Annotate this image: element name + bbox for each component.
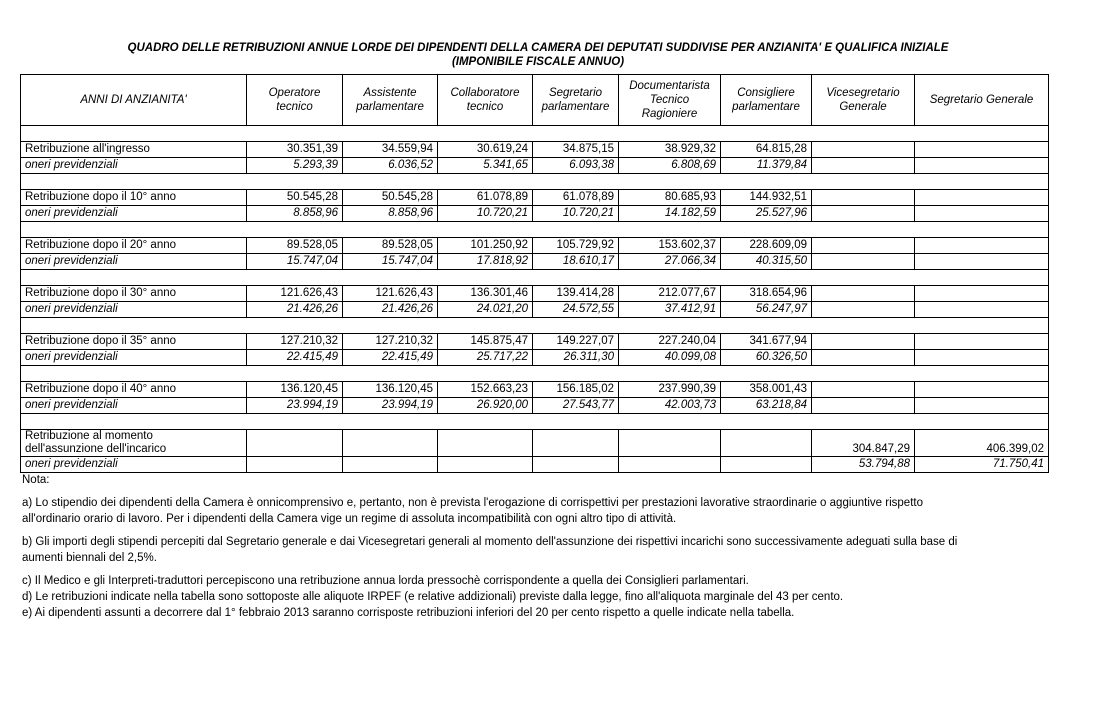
oneri-cell: 26.311,30 bbox=[533, 350, 619, 366]
notes-section bbox=[22, 472, 1062, 621]
salary-cell: 121.626,43 bbox=[247, 286, 343, 302]
table-row-retribuzione bbox=[21, 238, 1049, 254]
oneri-cell: 17.818,92 bbox=[438, 254, 533, 270]
oneri-cell: 6.093,38 bbox=[533, 158, 619, 174]
salary-cell: 64.815,28 bbox=[721, 142, 812, 158]
header-documentarista: Documentarista Tecnico Ragioniere bbox=[619, 75, 721, 126]
oneri-cell: 60.326,50 bbox=[721, 350, 812, 366]
salary-cell: 127.210,32 bbox=[343, 334, 438, 350]
header-vicesegretario-generale: Vicesegretario Generale bbox=[812, 75, 915, 126]
oneri-cell: 14.182,59 bbox=[619, 206, 721, 222]
table-row-retribuzione bbox=[21, 142, 1049, 158]
empty-cell bbox=[915, 206, 1049, 222]
empty-cell bbox=[812, 206, 915, 222]
header-operatore-tecnico: Operatore tecnico bbox=[247, 75, 343, 126]
oneri-cell: 26.920,00 bbox=[438, 398, 533, 414]
table-row-oneri bbox=[21, 350, 1049, 366]
salary-cell: 156.185,02 bbox=[533, 382, 619, 398]
empty-cell bbox=[812, 254, 915, 270]
row-label: oneri previdenziali bbox=[21, 206, 247, 222]
spacer-cell bbox=[21, 366, 1049, 382]
empty-cell bbox=[247, 430, 343, 457]
spacer-cell bbox=[21, 414, 1049, 430]
salary-cell: 50.545,28 bbox=[343, 190, 438, 206]
segr-oneri-cell: 71.750,41 bbox=[915, 457, 1049, 473]
oneri-cell: 37.412,91 bbox=[619, 302, 721, 318]
salary-cell: 318.654,96 bbox=[721, 286, 812, 302]
spacer-row bbox=[21, 270, 1049, 286]
empty-cell bbox=[915, 382, 1049, 398]
note-b-line-1: b) Gli importi degli stipendi percepiti dal Segretario generale e dai Vicesegretari generali al momento dell'assunzione dei rispettivi incarichi sono successivamente adeguati sulla base di bbox=[22, 536, 958, 548]
empty-cell bbox=[619, 430, 721, 457]
oneri-cell: 40.099,08 bbox=[619, 350, 721, 366]
oneri-cell: 10.720,21 bbox=[438, 206, 533, 222]
salary-cell: 212.077,67 bbox=[619, 286, 721, 302]
table-row-oneri bbox=[21, 206, 1049, 222]
row-label: Retribuzione all'ingresso bbox=[21, 142, 247, 158]
salary-cell: 38.929,32 bbox=[619, 142, 721, 158]
salary-cell: 149.227,07 bbox=[533, 334, 619, 350]
empty-cell bbox=[619, 457, 721, 473]
row-label: oneri previdenziali bbox=[21, 302, 247, 318]
salary-cell: 34.875,15 bbox=[533, 142, 619, 158]
salary-cell: 61.078,89 bbox=[533, 190, 619, 206]
empty-cell bbox=[915, 142, 1049, 158]
empty-cell bbox=[915, 238, 1049, 254]
document-title bbox=[20, 41, 1056, 69]
oneri-cell: 56.247,97 bbox=[721, 302, 812, 318]
empty-cell bbox=[812, 382, 915, 398]
salary-cell: 341.677,94 bbox=[721, 334, 812, 350]
vice-oneri-cell: 53.794,88 bbox=[812, 457, 915, 473]
table-row-oneri bbox=[21, 398, 1049, 414]
salary-cell: 89.528,05 bbox=[343, 238, 438, 254]
table-row-retribuzione bbox=[21, 382, 1049, 398]
empty-cell bbox=[915, 286, 1049, 302]
table-row-oneri bbox=[21, 302, 1049, 318]
oneri-cell: 24.572,55 bbox=[533, 302, 619, 318]
salary-cell: 127.210,32 bbox=[247, 334, 343, 350]
spacer-row bbox=[21, 318, 1049, 334]
table-row-momento-oneri bbox=[21, 457, 1049, 473]
oneri-cell: 22.415,49 bbox=[247, 350, 343, 366]
empty-cell bbox=[533, 430, 619, 457]
row-label: oneri previdenziali bbox=[21, 158, 247, 174]
spacer-cell bbox=[21, 174, 1049, 190]
row-label: Retribuzione dopo il 40° anno bbox=[21, 382, 247, 398]
oneri-cell: 10.720,21 bbox=[533, 206, 619, 222]
oneri-cell: 8.858,96 bbox=[247, 206, 343, 222]
salary-cell: 136.301,46 bbox=[438, 286, 533, 302]
empty-cell bbox=[812, 398, 915, 414]
oneri-cell: 6.036,52 bbox=[343, 158, 438, 174]
note-e: e) Ai dipendenti assunti a decorrere dal 1° febbraio 2013 saranno corrisposte retribuzioni inferiori del 20 per cento rispetto a quelle indicate nella tabella. bbox=[22, 607, 795, 619]
salary-cell: 34.559,94 bbox=[343, 142, 438, 158]
empty-cell bbox=[812, 190, 915, 206]
salary-cell: 89.528,05 bbox=[247, 238, 343, 254]
oneri-cell: 21.426,26 bbox=[247, 302, 343, 318]
header-consigliere-parlamentare: Consigliere parlamentare bbox=[721, 75, 812, 126]
momento-label-line-2: dell'assunzione dell'incarico bbox=[25, 443, 167, 455]
empty-cell bbox=[438, 457, 533, 473]
title-line-1: QUADRO DELLE RETRIBUZIONI ANNUE LORDE DEI DIPENDENTI DELLA CAMERA DEI DEPUTATI SUDDIVISE PER ANZIANITA' E QUALIFICA INIZIALE bbox=[127, 42, 949, 54]
empty-cell bbox=[915, 158, 1049, 174]
spacer-cell bbox=[21, 126, 1049, 142]
vice-salary-cell: 304.847,29 bbox=[812, 430, 915, 457]
oneri-cell: 42.003,73 bbox=[619, 398, 721, 414]
oneri-cell: 27.543,77 bbox=[533, 398, 619, 414]
empty-cell bbox=[533, 457, 619, 473]
title-line-2: (IMPONIBILE FISCALE ANNUO) bbox=[451, 56, 625, 68]
empty-cell bbox=[915, 190, 1049, 206]
header-segretario-parlamentare: Segretario parlamentare bbox=[533, 75, 619, 126]
empty-cell bbox=[438, 430, 533, 457]
oneri-cell: 27.066,34 bbox=[619, 254, 721, 270]
salary-cell: 228.609,09 bbox=[721, 238, 812, 254]
row-label: Retribuzione dopo il 10° anno bbox=[21, 190, 247, 206]
salary-cell: 145.875,47 bbox=[438, 334, 533, 350]
row-label: Retribuzione dopo il 35° anno bbox=[21, 334, 247, 350]
salary-cell: 136.120,45 bbox=[343, 382, 438, 398]
empty-cell bbox=[247, 457, 343, 473]
empty-cell bbox=[343, 430, 438, 457]
empty-cell bbox=[812, 302, 915, 318]
salary-cell: 30.351,39 bbox=[247, 142, 343, 158]
empty-cell bbox=[915, 254, 1049, 270]
empty-cell bbox=[721, 457, 812, 473]
salary-cell: 227.240,04 bbox=[619, 334, 721, 350]
empty-cell bbox=[915, 302, 1049, 318]
oneri-cell: 22.415,49 bbox=[343, 350, 438, 366]
salary-cell: 139.414,28 bbox=[533, 286, 619, 302]
row-label: Retribuzione dopo il 30° anno bbox=[21, 286, 247, 302]
oneri-cell: 23.994,19 bbox=[247, 398, 343, 414]
salary-cell: 61.078,89 bbox=[438, 190, 533, 206]
empty-cell bbox=[721, 430, 812, 457]
row-label-momento bbox=[21, 430, 247, 457]
oneri-cell: 18.610,17 bbox=[533, 254, 619, 270]
row-label: oneri previdenziali bbox=[21, 254, 247, 270]
momento-label-line-1: Retribuzione al momento bbox=[25, 430, 153, 442]
empty-cell bbox=[915, 398, 1049, 414]
oneri-cell: 24.021,20 bbox=[438, 302, 533, 318]
oneri-cell: 25.527,96 bbox=[721, 206, 812, 222]
row-label: Retribuzione dopo il 20° anno bbox=[21, 238, 247, 254]
table-row-retribuzione bbox=[21, 286, 1049, 302]
salary-table bbox=[20, 74, 1049, 473]
spacer-row bbox=[21, 126, 1049, 142]
empty-cell bbox=[812, 142, 915, 158]
oneri-cell: 63.218,84 bbox=[721, 398, 812, 414]
spacer-row bbox=[21, 366, 1049, 382]
empty-cell bbox=[343, 457, 438, 473]
row-label: oneri previdenziali bbox=[21, 457, 247, 473]
segr-salary-cell: 406.399,02 bbox=[915, 430, 1049, 457]
note-b-line-2: aumenti biennali del 2,5%. bbox=[22, 552, 157, 564]
salary-cell: 136.120,45 bbox=[247, 382, 343, 398]
table-row-oneri bbox=[21, 158, 1049, 174]
notes-heading: Nota: bbox=[22, 474, 50, 486]
oneri-cell: 25.717,22 bbox=[438, 350, 533, 366]
header-segretario-generale: Segretario Generale bbox=[915, 75, 1049, 126]
oneri-cell: 21.426,26 bbox=[343, 302, 438, 318]
oneri-cell: 23.994,19 bbox=[343, 398, 438, 414]
empty-cell bbox=[915, 350, 1049, 366]
header-anni: ANNI DI ANZIANITA' bbox=[21, 75, 247, 126]
oneri-cell: 6.808,69 bbox=[619, 158, 721, 174]
note-a-line-1: a) Lo stipendio dei dipendenti della Camera è onnicomprensivo e, pertanto, non è prevista l'erogazione di corrispettivi per prestazioni lavorative straordinarie o aggiuntive rispetto bbox=[22, 497, 923, 509]
spacer-row bbox=[21, 414, 1049, 430]
oneri-cell: 15.747,04 bbox=[343, 254, 438, 270]
oneri-cell: 5.341,65 bbox=[438, 158, 533, 174]
header-collaboratore-tecnico: Collaboratore tecnico bbox=[438, 75, 533, 126]
spacer-cell bbox=[21, 270, 1049, 286]
table-row-retribuzione bbox=[21, 334, 1049, 350]
salary-cell: 30.619,24 bbox=[438, 142, 533, 158]
salary-cell: 153.602,37 bbox=[619, 238, 721, 254]
empty-cell bbox=[812, 158, 915, 174]
header-assistente-parlamentare: Assistente parlamentare bbox=[343, 75, 438, 126]
spacer-row bbox=[21, 174, 1049, 190]
note-c: c) Il Medico e gli Interpreti-traduttori percepiscono una retribuzione annua lorda pressochè corrispondente a quella dei Consiglieri parlamentari. bbox=[22, 575, 749, 587]
note-d: d) Le retribuzioni indicate nella tabella sono sottoposte alle aliquote IRPEF (e relative addizionali) previste dalla legge, fino all'aliquota marginale del 43 per cento. bbox=[22, 591, 844, 603]
table-row-retribuzione bbox=[21, 190, 1049, 206]
empty-cell bbox=[812, 350, 915, 366]
empty-cell bbox=[812, 334, 915, 350]
salary-cell: 101.250,92 bbox=[438, 238, 533, 254]
spacer-cell bbox=[21, 222, 1049, 238]
table-row-momento bbox=[21, 430, 1049, 457]
empty-cell bbox=[915, 334, 1049, 350]
oneri-cell: 15.747,04 bbox=[247, 254, 343, 270]
oneri-cell: 40.315,50 bbox=[721, 254, 812, 270]
spacer-cell bbox=[21, 318, 1049, 334]
salary-cell: 152.663,23 bbox=[438, 382, 533, 398]
salary-cell: 105.729,92 bbox=[533, 238, 619, 254]
salary-cell: 80.685,93 bbox=[619, 190, 721, 206]
salary-cell: 237.990,39 bbox=[619, 382, 721, 398]
table-header-row bbox=[21, 75, 1049, 126]
empty-cell bbox=[812, 238, 915, 254]
oneri-cell: 5.293,39 bbox=[247, 158, 343, 174]
salary-cell: 144.932,51 bbox=[721, 190, 812, 206]
oneri-cell: 8.858,96 bbox=[343, 206, 438, 222]
note-a-line-2: all'ordinario orario di lavoro. Per i dipendenti della Camera vige un regime di assoluta incompatibilità con ogni altro tipo di attività. bbox=[22, 513, 677, 525]
table-row-oneri bbox=[21, 254, 1049, 270]
spacer-row bbox=[21, 222, 1049, 238]
oneri-cell: 11.379,84 bbox=[721, 158, 812, 174]
salary-cell: 50.545,28 bbox=[247, 190, 343, 206]
row-label: oneri previdenziali bbox=[21, 350, 247, 366]
empty-cell bbox=[812, 286, 915, 302]
row-label: oneri previdenziali bbox=[21, 398, 247, 414]
salary-cell: 121.626,43 bbox=[343, 286, 438, 302]
salary-cell: 358.001,43 bbox=[721, 382, 812, 398]
